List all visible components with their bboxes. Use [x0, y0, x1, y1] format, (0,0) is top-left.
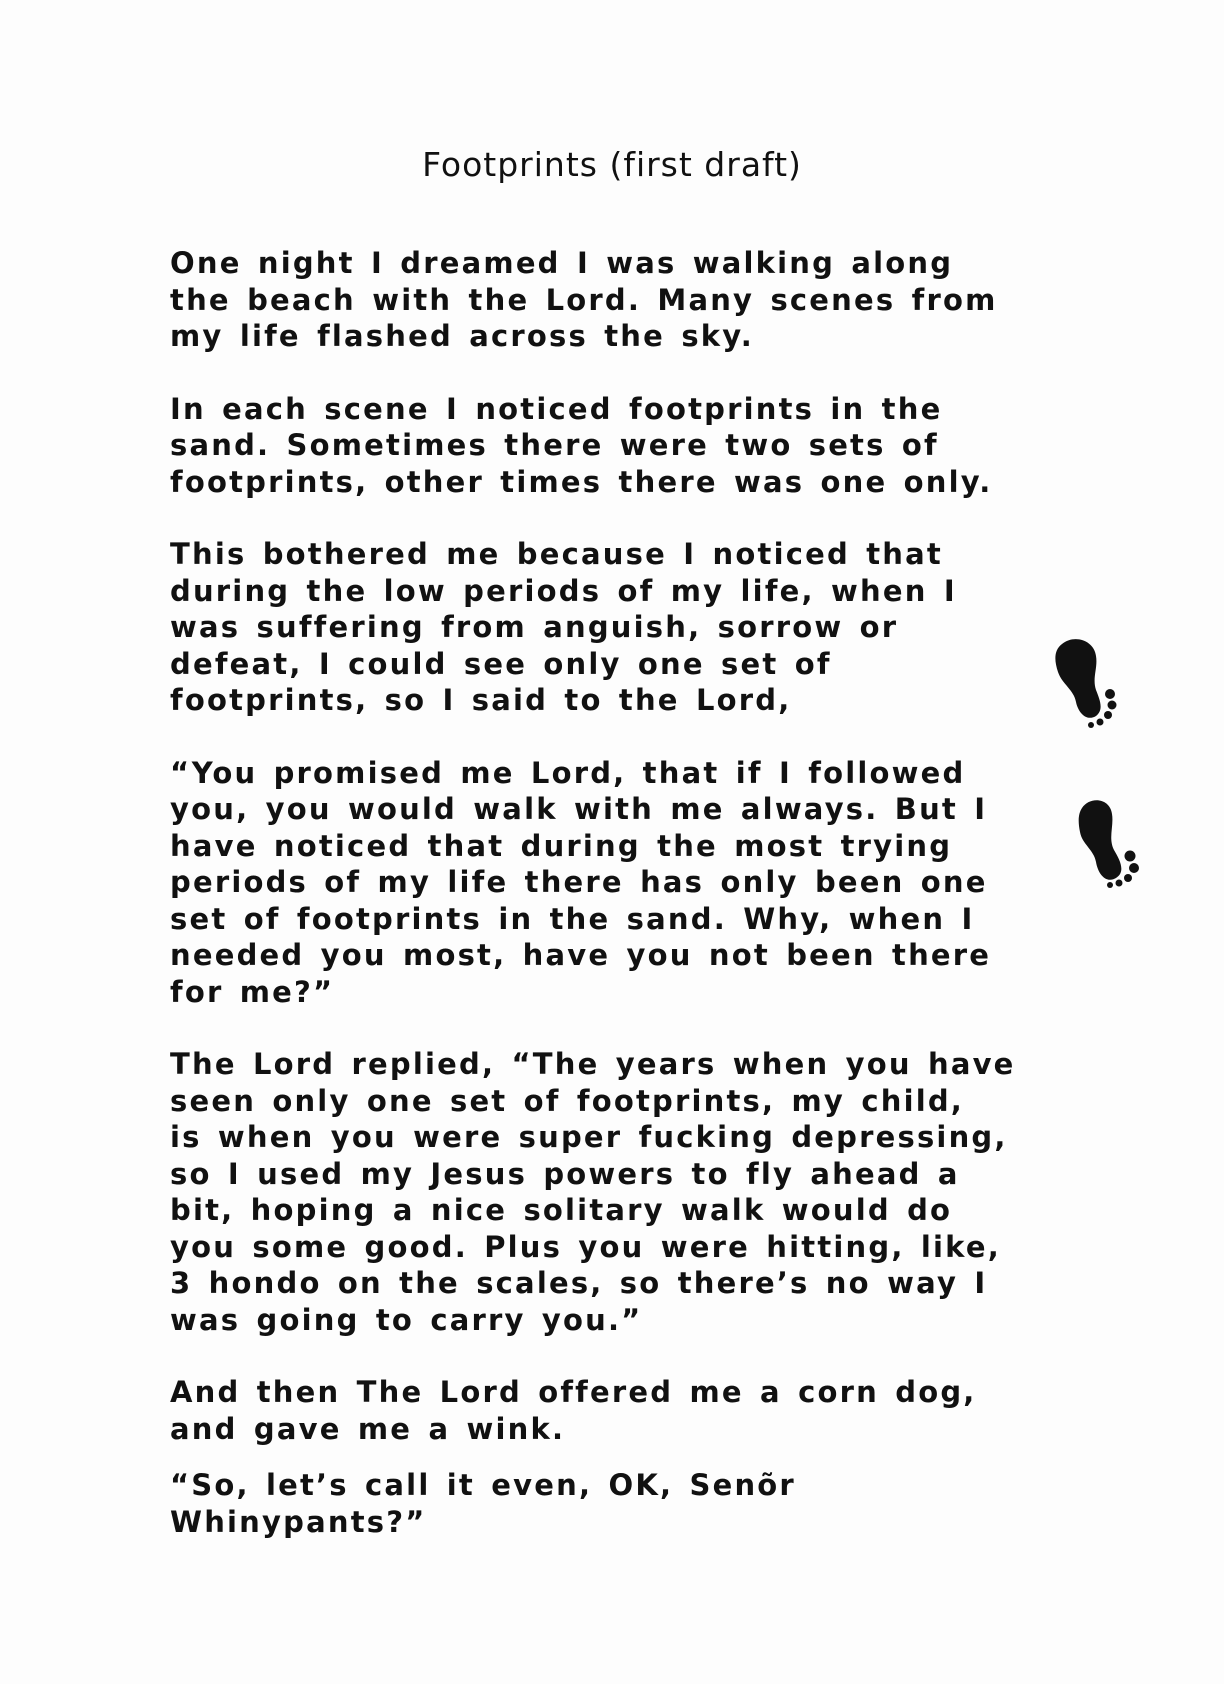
text-line: needed you most, have you not been there — [170, 938, 992, 972]
paragraph-3 — [170, 536, 1050, 719]
text-line: defeat, I could see only one set of — [170, 646, 832, 681]
text-line: In each scene I noticed footprints in the — [170, 391, 943, 426]
text-line: have noticed that during the most trying — [170, 828, 953, 863]
text-line: set of footprints in the sand. Why, when I — [170, 901, 975, 936]
text-line: periods of my life there has only been one — [170, 865, 988, 899]
text-line: “You promised me Lord, that if I followed — [170, 755, 966, 790]
text-line: footprints, so I said to the Lord, — [170, 683, 792, 717]
text-line: so I used my Jesus powers to fly ahead a — [170, 1156, 960, 1191]
poem-body — [170, 245, 1050, 1576]
text-line: is when you were super fucking depressing, — [170, 1120, 1008, 1154]
text-line: 3 hondo on the scales, so there’s no way I — [170, 1266, 988, 1300]
text-line: “So, let’s call it even, OK, Senõr — [170, 1468, 796, 1502]
text-line: for me?” — [170, 974, 335, 1009]
paragraph-6 — [170, 1374, 1050, 1447]
paragraph-5 — [170, 1046, 1050, 1338]
text-line: Whinypants?” — [170, 1504, 427, 1539]
text-line: during the low periods of my life, when I — [170, 573, 957, 608]
text-line: you, you would walk with me always. But I — [170, 792, 988, 826]
text-line: And then The Lord offered me a corn dog, — [170, 1375, 977, 1409]
paragraph-1 — [170, 245, 1050, 355]
paragraph-2 — [170, 391, 1050, 501]
text-line: my life flashed across the sky. — [170, 319, 754, 353]
paragraph-4 — [170, 755, 1050, 1011]
footprint-icon — [1052, 636, 1124, 732]
text-line: you some good. Plus you were hitting, like, — [170, 1229, 1001, 1264]
text-line: footprints, other times there was one only. — [170, 464, 993, 499]
text-line: The Lord replied, “The years when you have — [170, 1047, 1016, 1081]
text-line: the beach with the Lord. Many scenes from — [170, 282, 998, 317]
text-line: This bothered me because I noticed that — [170, 537, 943, 571]
text-line: seen only one set of footprints, my child, — [170, 1083, 965, 1118]
paragraph-7 — [170, 1467, 1050, 1540]
text-line: and gave me a wink. — [170, 1411, 566, 1446]
text-line: One night I dreamed I was walking along — [170, 246, 954, 280]
footprint-icon — [1076, 798, 1148, 894]
text-line: was suffering from anguish, sorrow or — [170, 610, 899, 644]
text-line: bit, hoping a nice solitary walk would do — [170, 1193, 953, 1227]
text-line: was going to carry you.” — [170, 1302, 643, 1337]
page-title: Footprints (first draft) — [422, 145, 802, 184]
text-line: sand. Sometimes there were two sets of — [170, 428, 939, 462]
